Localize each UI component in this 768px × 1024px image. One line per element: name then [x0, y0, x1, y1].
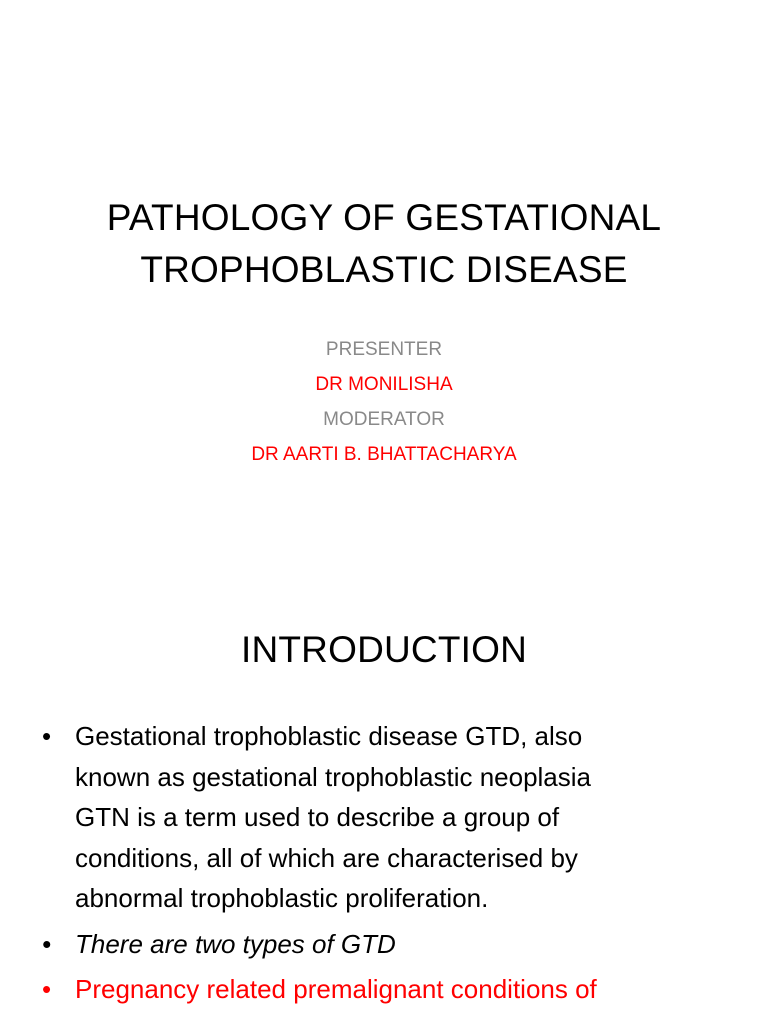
slide-title-line-2: TROPHOBLASTIC DISEASE	[140, 249, 628, 290]
moderator-label: MODERATOR	[323, 409, 445, 430]
introduction-slide	[0, 576, 768, 1024]
bullet-text-line: known as gestational trophoblastic neoplasia	[75, 761, 592, 792]
bullet-item	[40, 969, 740, 1010]
presenter-label: PRESENTER	[325, 339, 443, 360]
bullet-text-line: GTN is a term used to describe a group of	[75, 802, 560, 832]
bullet-text-line: conditions, all of which are characterised by	[75, 842, 578, 873]
slide-subtitle	[40, 332, 728, 472]
presenter-name: DR MONILISHA	[315, 374, 453, 395]
bullet-item	[40, 924, 740, 965]
moderator-name: DR AARTI B. BHATTACHARYA	[251, 444, 517, 465]
bullet-item	[40, 716, 740, 919]
slide-title-line-1: PATHOLOGY OF GESTATIONAL	[106, 197, 662, 238]
bullet-icon: •	[42, 721, 52, 751]
bullet-icon: •	[42, 974, 52, 1004]
bullet-text-line: abnormal trophoblastic proliferation.	[75, 883, 489, 913]
introduction-title: INTRODUCTION	[240, 629, 528, 670]
bullet-text-line: There are two types of GTD	[75, 928, 396, 959]
bullet-icon: •	[42, 928, 52, 959]
bullet-text-line: Gestational trophoblastic disease GTD, also	[75, 721, 583, 751]
slide-title	[40, 192, 728, 296]
bullet-text-line: Pregnancy related premalignant conditions of	[75, 974, 597, 1004]
bullet-list	[40, 716, 740, 1015]
